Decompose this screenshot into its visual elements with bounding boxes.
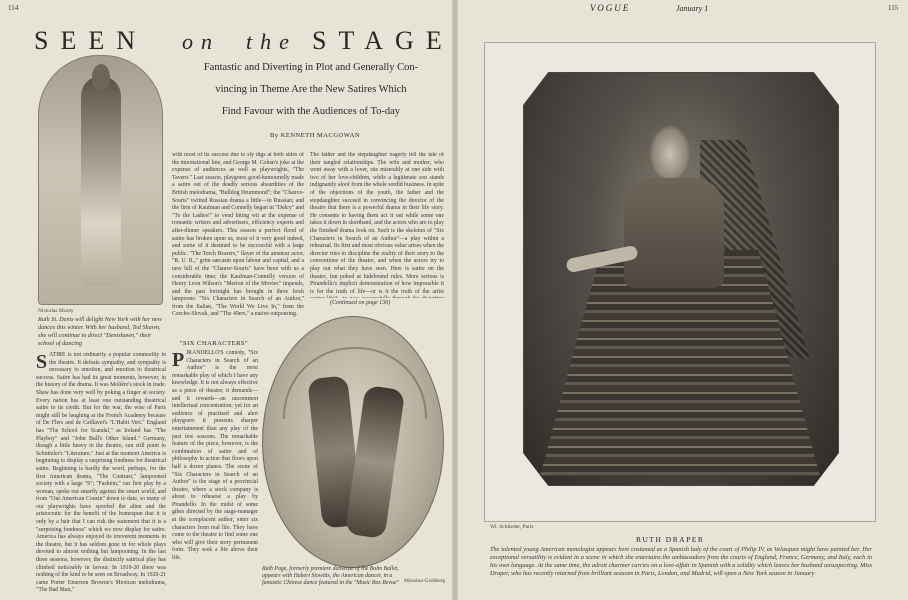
subtitle-line-2: vincing in Theme Are the New Satires Which [215, 84, 407, 95]
issue-date: January 1 [676, 4, 709, 13]
right-page-number: 115 [888, 4, 899, 12]
left-photo-caption: Ruth St. Denis will delight New York with her new dances this winter. With her husband, Ted Shawn, she will continue to direct "Denishawn," their school of dancing [38, 316, 162, 348]
bodice [624, 178, 724, 288]
title-word-seen: SEEN [34, 26, 147, 55]
continued-note: (Continued on page 130) [330, 300, 391, 306]
byline: By KENNETH MACGOWAN [269, 132, 361, 139]
drop-cap: S [36, 352, 48, 373]
subject-name: RUTH DRAPER [636, 535, 705, 544]
title-word-on: on [182, 29, 220, 54]
article-title [34, 26, 454, 55]
article-column-2: with most of its success due to sly digs at both sides of the international line, and George M. Cohan's joke at the expense of audiences as well as playwrights, "The Tavern." Last season, playgoers good-humouredly made a satire out of the deadly serious absurdities of the British melodrama, "Bulldog Drummond"; the "Chauve-Souris" twitted Russian drama a little—in Russian; and the firm of Kaufman and Connelly began in "Dulcy" and "To the Ladies!" to vend biting wit at the expense of romantic writers and advertisers, efficiency experts and after-dinner speakers. This season a perfect flood of satire has broken upon us, most of it very good indeed, and some of it destined to be successful with a large public. "The Torch Bearers," flayer of the amateur actor, "R. U. R.," grim sarcasm upon labour and capital, and a new bill of the "Chauve-Souris" have been with us a considerable time; the Kaufman-Connelly version of Henry Leon Wilson's "Merton of the Movies" impends, and the past fortnight has brought in three fresh lampoons: "Six Characters in Search of an Author," from the Italian, "The World We Live In," from the Czecho-Slovak, and "The 49ers," a native outpouring. [172, 152, 304, 318]
column-1-text: ATIRE is not ordinarily a popular commodity in the theatre. It defeats sympathy, and sympathy is necessary to emotion, and emotion to theatrical success. Satire has had its great moments, however, in the history of the drama. It was Molière's stock in trade. Shaw has done very well by poking a finger at society. Every nation has at least one outstanding theatrical satire to its credit. But for the war, the wise of Paris might still be laughing at the French Academy because of De Flers and de Caillavet's "L'Habit Vert." England has "The School for Scandal," as Ireland has "The Playboy" and "John Bull's Other Island." Germany, though a little heavy in the theatre, can still point to Schnitzler's "Literature." Just at the moment America is beginning to display a surprising fondness for theatrical satire. Beginning is hardly the word, perhaps, for the first American drama, "The Contrast," lampooned society with a large "S"; "Fashion," our first play by a woman, spoke out smartly against the smart world, and from "Our American Cousin" down to date, so many of our playwrights have spoofed the alien and the aristocratic for the benefit of the homespun that it is only by a hair that I can risk the statement that it is a "surprising fondness" which we now display for satire. America has always enjoyed its irreverent moments in the theatre, but it has seldom gone in for whole plays devoted to almost nothing but lampooning. In the last three seasons, however, the distinctly satirical play has climbed noticeably in favour. In 1919-20 there was nothing of the kind to be seen on Broadway. In 1920-21 came Porter Emerson Browne's Mexican melodrama, "The Bad Man," [36, 352, 166, 594]
article-column-3: The father and the stepdaughter eagerly tell the tale of their tangled relationships. The wife and mother, who went away with a lover, sits miserably at one side with two of her love-children, while a legitimate son stands indignantly aloof from the whole sordid business. In spite of the objections of the youth, the father and the stepdaughter succeed in convincing the director of the theatre that there is a powerful drama in their life story. He consents to having them act it out while some one takes it down in shorthand, and the actors who are to play the finished drama look on. Such is the skeleton of "Six Characters in Search of an Author"—a play within a rehearsal. Its first and most obvious value arises when the director tries to discipline the reality of their story to the conventions of the theatre, and when the actors try to play out what they have seen. Here is satire on the theatre, fun poked at hidebound rules. More serious is Pirandello's implicit demonstration of how impossible it is for the truth of life—or is it the truth of the artist [310, 152, 444, 295]
portrait-head [650, 126, 690, 178]
page-gutter [452, 0, 458, 600]
magazine-name: VOGUE [590, 3, 631, 13]
left-photo-credit: Nickolas Muray [38, 308, 74, 314]
article-column-1 [36, 352, 166, 596]
dancer-figure [81, 76, 121, 286]
right-photo-caption: The talented young American monologist appears here costumed as a Spanish lady of the court of Philip IV, as Velasquez might have painted her. Her exceptional versatility is evident in a scene in which she entertains the ambassadors from the courts of England, France, Germany, and Italy, each in his own language. At the same time, the adroit charmer carries on a love-affair in Spanish with a solidity which leaves her husband unsuspecting. Miss Draper, who has recently returned from brilliant seasons in Paris, London, and Madrid, will open a New York season in January [490, 546, 872, 577]
subtitle-line-3: Find Favour with the Audiences of To-day [221, 106, 401, 117]
right-photo-credit: Wi. Schlieder, Paris [490, 524, 534, 530]
ruth-st-denis-photo [38, 55, 163, 305]
column-2b-text: IRANDELLO'S comedy, "Six Characters in Search of an Author" is the most remarkable play of which I have any knowledge. It is not always effective as a piece of theatre; it demands—and it rewards—an uncommon intellectual concentration; yet for an audience of practised and alert playgoers it presents sharper entertainment than any play of the past few seasons. The remarkable feature of the piece, however, is the combination of satire and of philosophy in action that flows upon half a dozen planes. The scene of "Six Characters in Search of an Author" is the stage of a provincial theatre, where a stock company is about to rehearse a play by Pirandello. In the midst of some gibes directed by the stage-manager at the complacent author, enter six characters from real life. They have come to the theatre to find some one who will give their story permanent form. They seek a life above their life. [172, 350, 258, 562]
drop-cap-p: P [172, 350, 185, 371]
title-word-stage: STAGE [312, 26, 454, 55]
fan-prop [283, 347, 427, 419]
center-photo-credit: Mussina-Goldberg [404, 578, 446, 584]
section-heading: "SIX CHARACTERS" [179, 340, 249, 347]
ruth-page-photo [262, 316, 444, 568]
dancer-headdress [92, 64, 110, 90]
subtitle-line-1: Fantastic and Diverting in Plot and Generally Con- [203, 62, 419, 73]
left-page-number: 114 [8, 4, 19, 12]
title-word-the: the [246, 29, 297, 54]
article-column-2b [172, 350, 258, 596]
center-photo-caption: Ruth Page, formerly premiere danseuse of the Bolm Ballet, appears with Hubert Stowitts, the American dancer, in a fantastic Chinese dance featured in the "Music Box Revue" [262, 566, 399, 586]
